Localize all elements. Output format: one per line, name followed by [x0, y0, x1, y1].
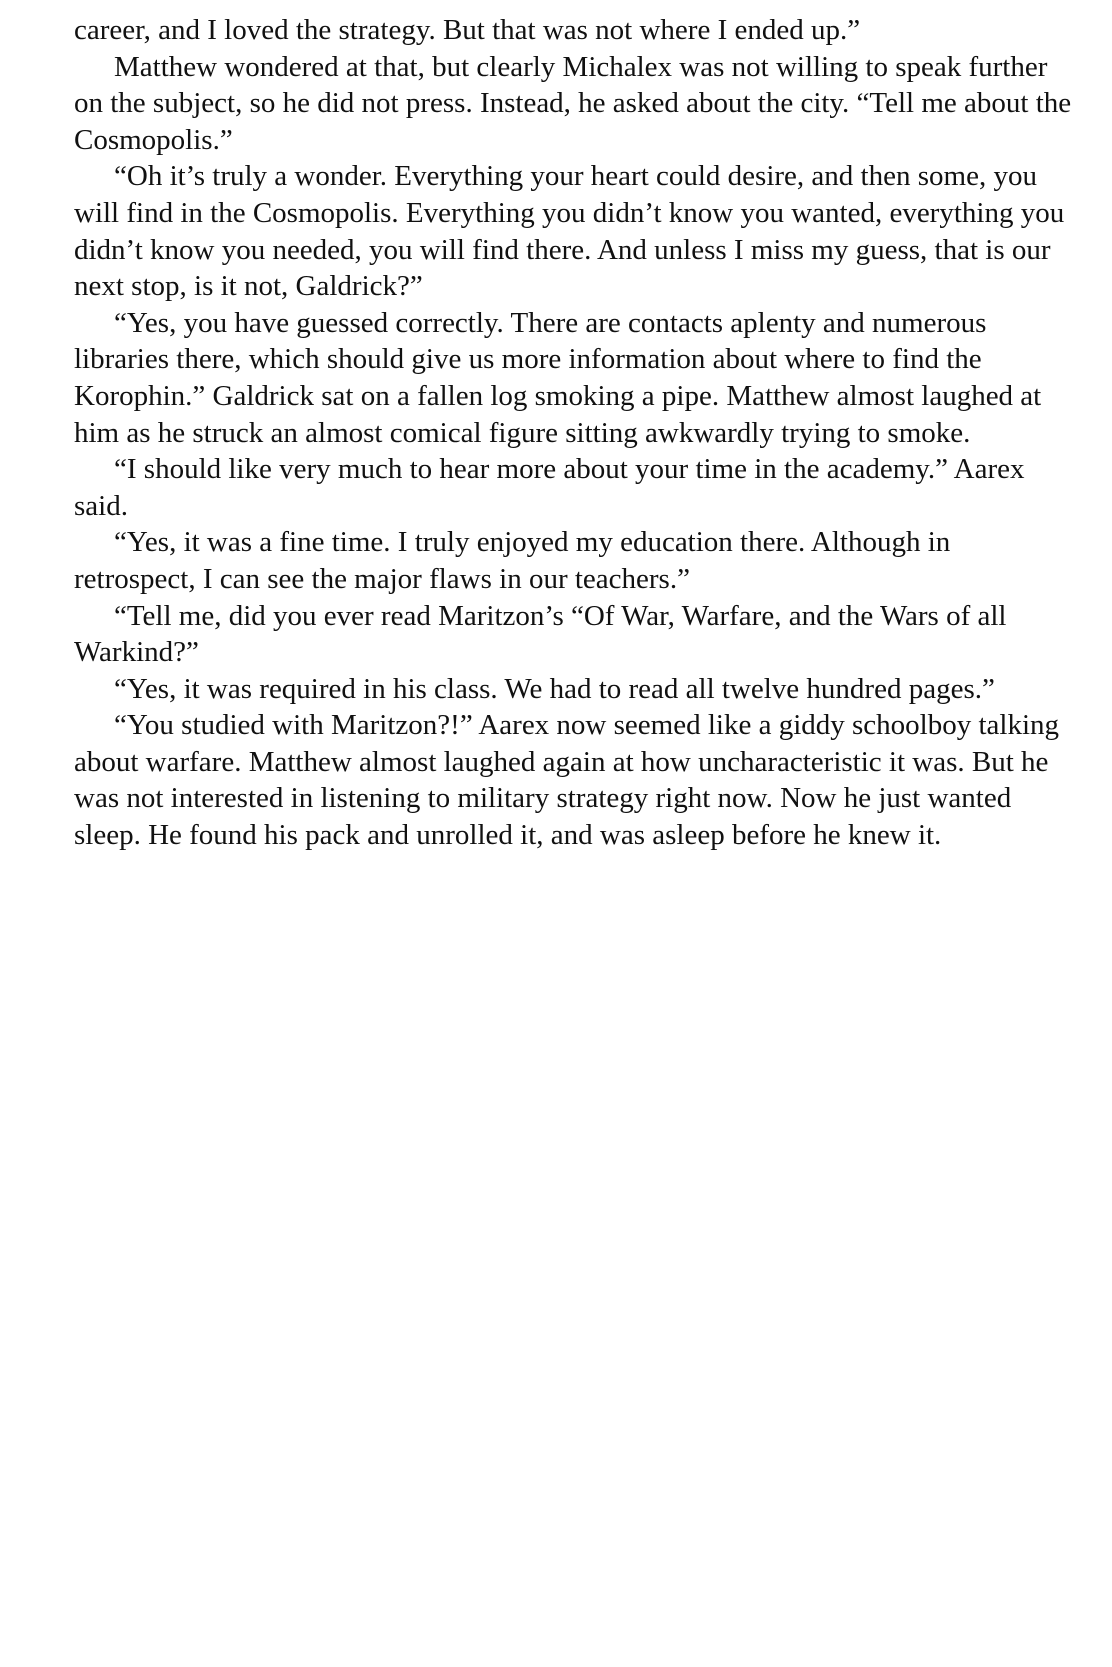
paragraph: “Yes, it was required in his class. We had to read all twelve hundred pages.”	[114, 672, 995, 705]
paragraph-continued: career, and I loved the strategy. But that was not where I ended up.”	[74, 14, 861, 46]
paragraph: “Oh it’s truly a wonder. Everything your heart could desire, and then some, you will find in the Cosmopolis. Everything you didn’t know you wanted, everything you didn’t know you needed, you will find there. And unless I miss my guess, that is our next stop, is it not, Galdrick?”	[74, 160, 1065, 303]
paragraph: “Yes, you have guessed correctly. There are contacts aplenty and numerous libraries there, which should give us more information about where to find the Korophin.” Galdrick sat on a fallen log smoking a pipe. Matthew almost laughed at him as he struck an almost comical figure sitting awkwardly trying to smoke.	[74, 306, 1042, 449]
page-body	[74, 12, 1074, 854]
paragraph: “Tell me, did you ever read Maritzon’s “Of War, Warfare, and the Wars of all Warkind?”	[74, 599, 1007, 669]
paragraph: Matthew wondered at that, but clearly Michalex was not willing to speak further on the subject, so he did not press. Instead, he asked about the city. “Tell me about the Cosmopolis.”	[74, 50, 1072, 156]
paragraph: “You studied with Maritzon?!” Aarex now seemed like a giddy schoolboy talking about warfare. Matthew almost laughed again at how uncharacteristic it was. But he was not interested in listening to military strategy right now. Now he just wanted sleep. He found his pack and unrolled it, and was asleep before he knew it.	[74, 709, 1060, 852]
paragraph: “I should like very much to hear more about your time in the academy.” Aarex said.	[74, 453, 1025, 522]
paragraph: “Yes, it was a fine time. I truly enjoyed my education there. Although in retrospect, I can see the major flaws in our teachers.”	[74, 526, 951, 595]
